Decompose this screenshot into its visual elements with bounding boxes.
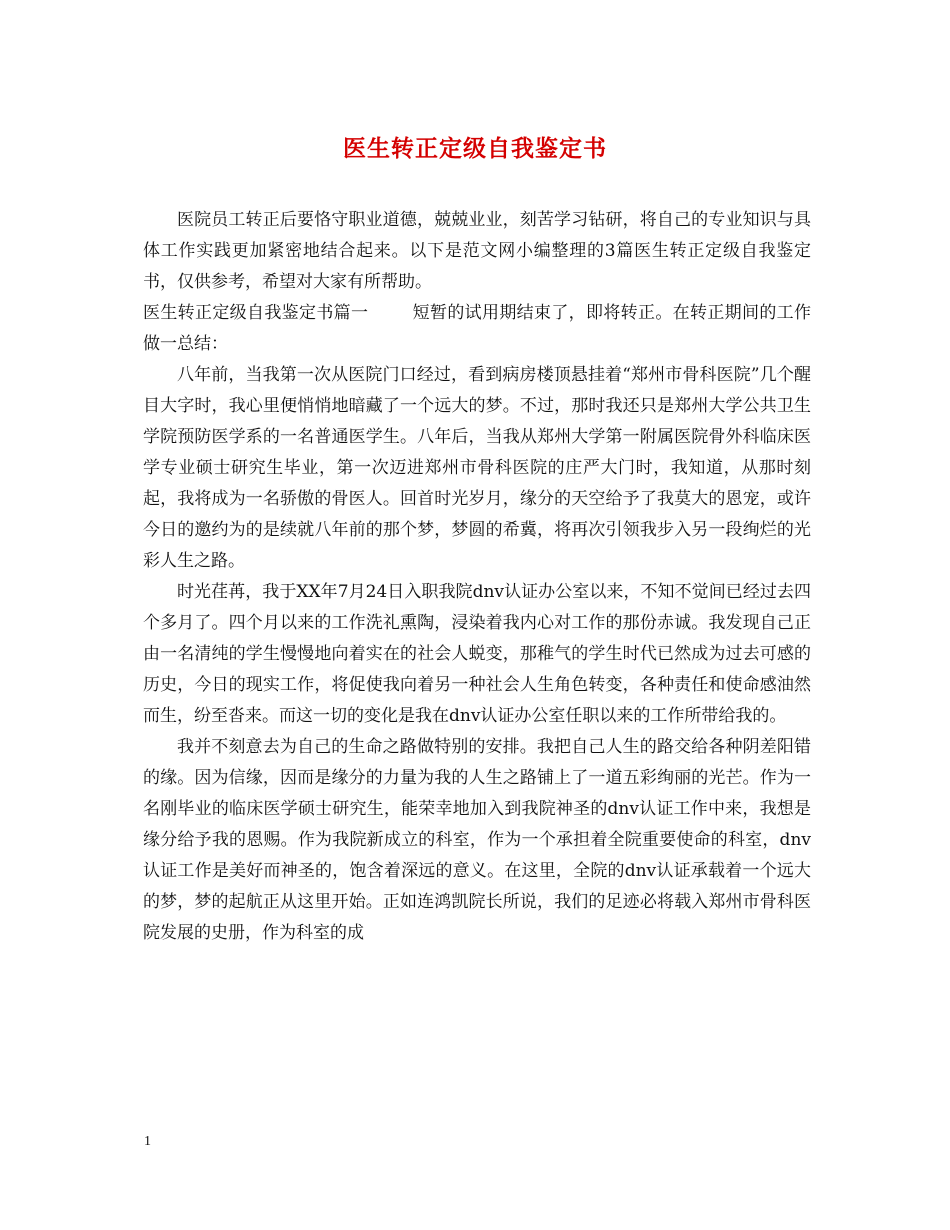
section-heading-line bbox=[143, 298, 811, 360]
body-paragraph-3: 我并不刻意去为自己的生命之路做特别的安排。我把自己人生的路交给各种阴差阳错的缘。因为信缘，因而是缘分的力量为我的人生之路铺上了一道五彩绚丽的光芒。作为一名刚毕业的临床医学硕士研究生，能荣幸地加入到我院神圣的dnv认证工作中来，我想是缘分给予我的恩赐。作为我院新成立的科室，作为一个承担着全院重要使命的科室，dnv认证工作是美好而神圣的，饱含着深远的意义。在这里，全院的dnv认证承载着一个远大的梦，梦的起航正从这里开始。正如连鸿凯院长所说，我们的足迹必将载入郑州市骨科医院发展的史册，作为科室的成 bbox=[143, 737, 811, 943]
page-number: 1 bbox=[144, 1134, 151, 1149]
intro-paragraph: 医院员工转正后要恪守职业道德，兢兢业业，刻苦学习钻研，将自己的专业知识与具体工作实践更加紧密地结合起来。以下是范文网小编整理的3篇医生转正定级自我鉴定书，仅供参考，希望对大家有所帮助。 bbox=[143, 210, 811, 292]
section-lead: 短暂的试用期结束了，即将转正。在转正期间的工作做一总结： bbox=[143, 303, 812, 354]
body-paragraph-2: 时光荏苒，我于XX年7月24日入职我院dnv认证办公室以来，不知不觉间已经过去四个多月了。四个月以来的工作洗礼熏陶，浸染着我内心对工作的那份赤诚。我发现自己正由一名清纯的学生慢慢地向着实在的社会人蜕变，那稚气的学生时代已然成为过去可感的历史，今日的现实工作，将促使我向着另一种社会人生角色转变，各种责任和使命感油然而生，纷至沓来。而这一切的变化是我在dnv认证办公室任职以来的工作所带给我的。 bbox=[143, 582, 811, 726]
document-title: 医生转正定级自我鉴定书 bbox=[343, 135, 607, 162]
body-paragraph-1: 八年前，当我第一次从医院门口经过，看到病房楼顶悬挂着“郑州市骨科医院”几个醒目大字时，我心里便悄悄地暗藏了一个远大的梦。不过，那时我还只是郑州大学公共卫生学院预防医学系的一名普通医学生。八年后，当我从郑州大学第一附属医院骨外科临床医学专业硕士研究生毕业，第一次迈进郑州市骨科医院的庄严大门时，我知道，从那时刻起，我将成为一名骄傲的骨医人。回首时光岁月，缘分的天空给予了我莫大的恩宠，或许今日的邀约为的是续就八年前的那个梦，梦圆的希冀，将再次引领我步入另一段绚烂的光彩人生之路。 bbox=[143, 365, 811, 571]
section-heading: 医生转正定级自我鉴定书篇一 bbox=[143, 303, 369, 323]
document-body bbox=[143, 205, 811, 949]
